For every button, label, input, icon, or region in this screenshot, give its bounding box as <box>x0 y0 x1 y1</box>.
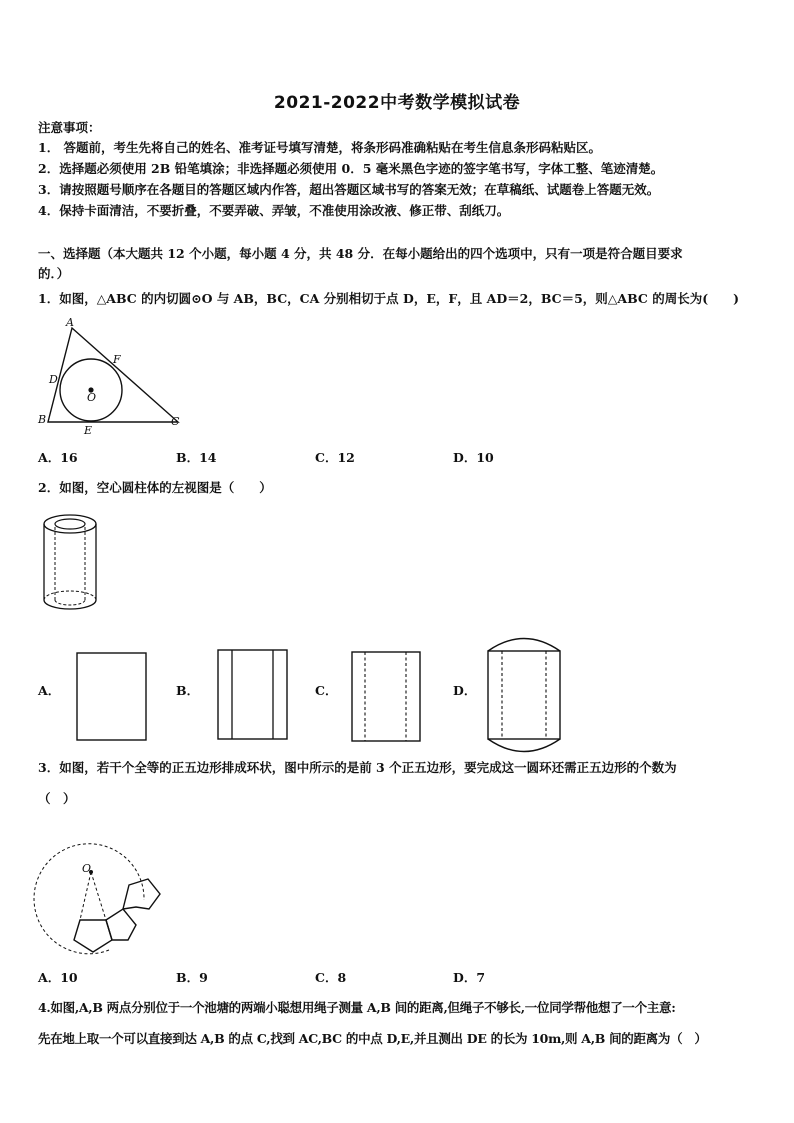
notice-heading: 注意事项： <box>38 120 101 135</box>
q1-option-a: A．16 <box>38 450 78 465</box>
notice-item-3: 3．请按照题号顺序在各题目的答题区域内作答，超出答题区域书写的答案无效；在草稿纸、试题卷上答题无效。 <box>38 182 660 197</box>
q2-option-a-figure <box>76 652 148 742</box>
question-3-text-line2: （ ） <box>38 791 76 806</box>
label-O: O <box>87 391 97 404</box>
notice-item-4: 4．保持卡面清洁，不要折叠，不要弄破、弄皱，不准使用涂改液、修正带、刮纸刀。 <box>38 203 510 218</box>
label-E: E <box>84 424 93 437</box>
q2-option-c-figure <box>351 651 423 743</box>
q1-option-c: C．12 <box>315 450 355 465</box>
triangle-abc <box>48 328 178 422</box>
section-heading-line1: 一、选择题（本大题共 12 个小题，每小题 4 分，共 48 分．在每小题给出的四个选项中，只有一项是符合题目要求 <box>38 246 683 261</box>
question-4-text-line2: 先在地上取一个可以直接到达 A,B 的点 C,找到 AC,BC 的中点 D,E,并且测出 DE 的长为 10m,则 A,B 间的距离为（ ） <box>38 1031 707 1046</box>
q2-option-d-figure <box>485 636 563 754</box>
question-3-text-line1: 3．如图，若干个全等的正五边形排成环状，图中所示的是前 3 个正五边形，要完成这一圆环还需正五边形的个数为 <box>38 760 677 775</box>
q3-option-c: C．8 <box>315 970 347 985</box>
q2-option-c-label: C． <box>315 683 338 698</box>
q3-option-d: D．7 <box>453 970 486 985</box>
q3-option-a: A．10 <box>38 970 78 985</box>
q2-option-b-label: B． <box>176 683 200 698</box>
q2-option-d-label: D． <box>453 683 477 698</box>
triangle-incircle-figure <box>36 316 196 436</box>
q1-option-d: D．10 <box>453 450 494 465</box>
notice-item-2: 2．选择题必须使用 2B 铅笔填涂；非选择题必须使用 0．5 毫米黑色字迹的签字笔书写，字体工整、笔迹清楚。 <box>38 161 664 176</box>
label-C: C <box>171 415 180 428</box>
q1-option-b: B．14 <box>176 450 217 465</box>
label-B: B <box>38 413 47 426</box>
label-F: F <box>113 353 121 366</box>
page-title: 2021-2022中考数学模拟试卷 <box>273 93 521 113</box>
q2-option-b-figure <box>217 649 289 741</box>
question-2-text: 2．如图，空心圆柱体的左视图是（ ） <box>38 480 272 495</box>
section-heading-line2: 的．） <box>38 266 70 281</box>
label-O-q3: O <box>82 862 92 875</box>
notice-item-1: 1． 答题前，考生先将自己的姓名、准考证号填写清楚，将条形码准确粘贴在考生信息条形码粘贴区。 <box>38 140 602 155</box>
pentagon-ring-figure <box>36 822 166 962</box>
label-A: A <box>66 316 74 329</box>
hollow-cylinder-figure <box>38 512 108 612</box>
label-D: D <box>49 373 58 386</box>
question-1-text: 1．如图，△ABC 的内切圆⊙O 与 AB，BC，CA 分别相切于点 D，E，F，且 AD＝2，BC＝5，则△ABC 的周长为( ) <box>38 291 740 306</box>
q2-option-a-label: A． <box>38 683 61 698</box>
question-4-text-line1: 4.如图,A,B 两点分别位于一个池塘的两端小聪想用绳子测量 A,B 间的距离,但绳子不够长,一位同学帮他想了一个主意: <box>38 1000 676 1015</box>
q3-option-b: B．9 <box>176 970 208 985</box>
